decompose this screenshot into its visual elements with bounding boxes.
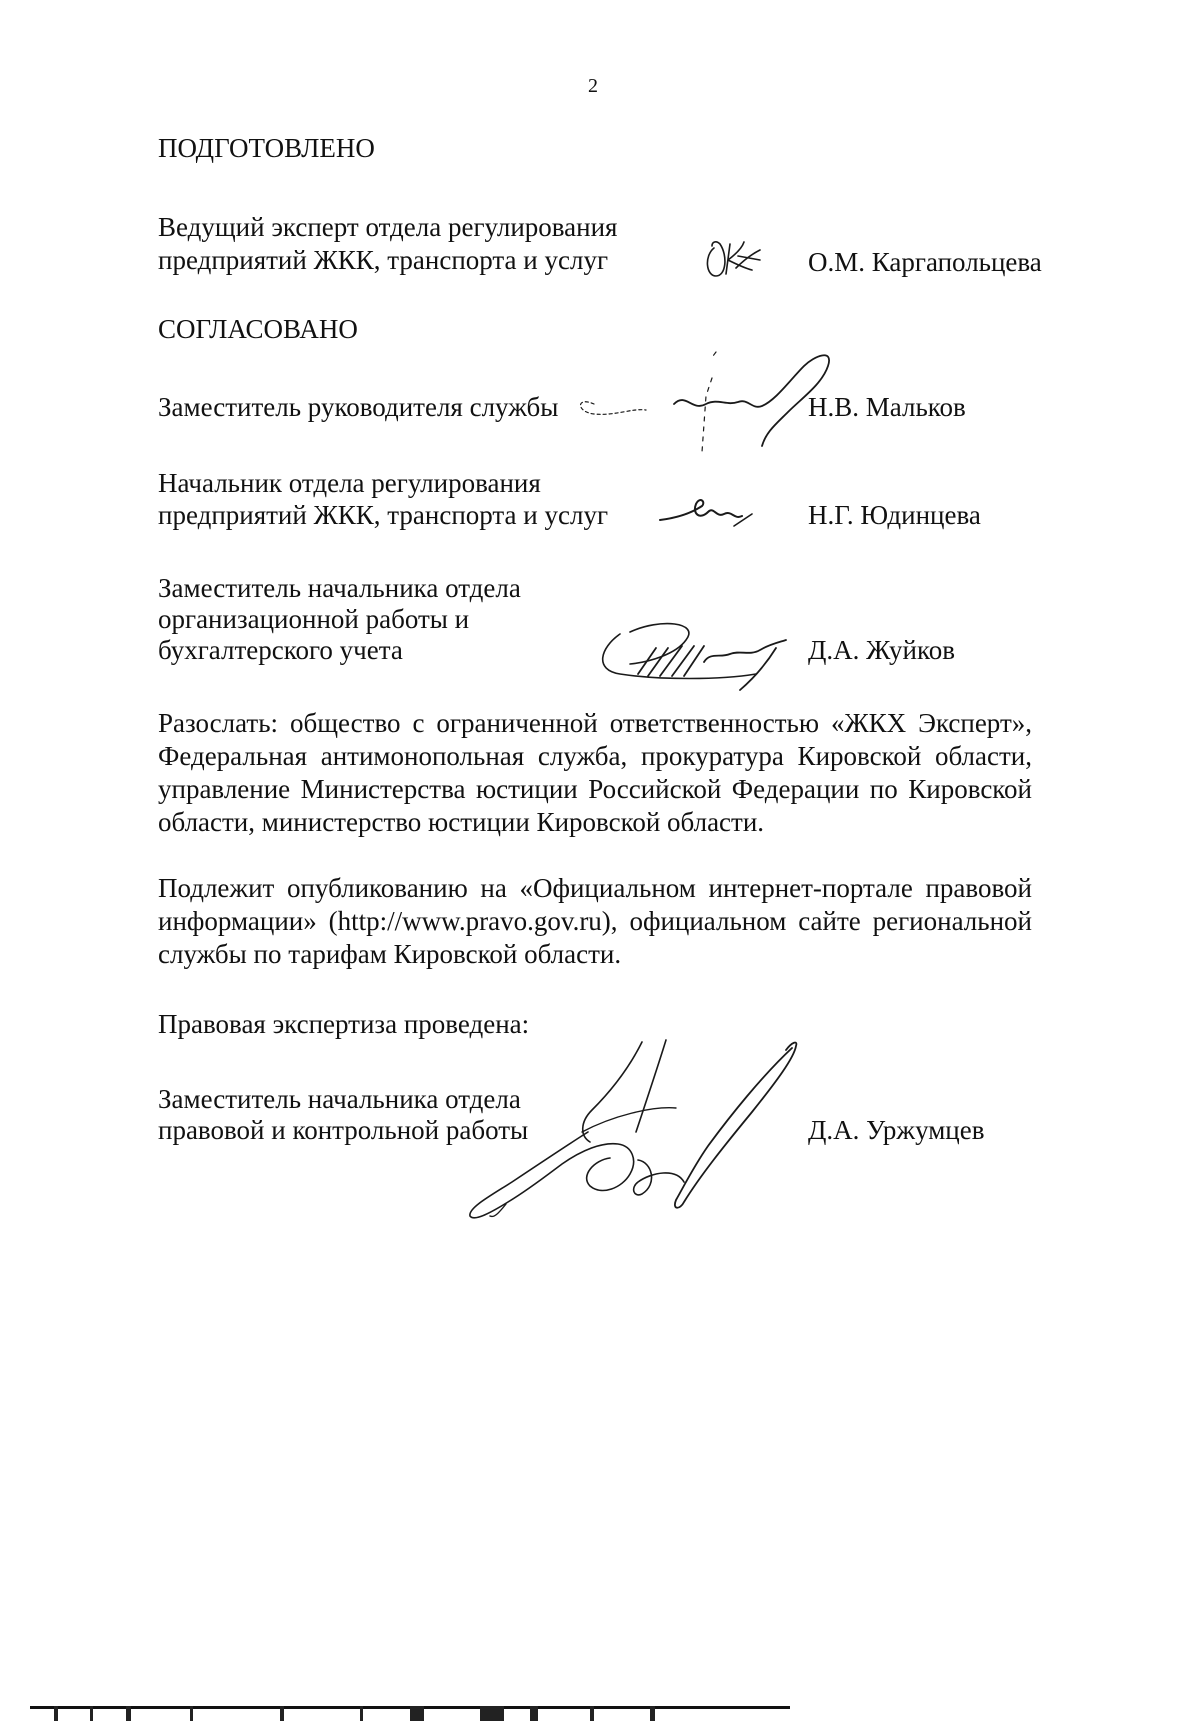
yudintseva-signature-icon — [656, 488, 766, 538]
prepared-position-line-1: Ведущий эксперт отдела регулирования — [158, 212, 618, 242]
legal-review-position-line-2: правовой и контрольной работы — [158, 1115, 529, 1145]
signer-1-position: Заместитель руководителя службы — [158, 392, 559, 422]
distribution-paragraph: Разослать: общество с ограниченной ответственностью «ЖКХ Эксперт», Федеральная антимонопольная служба, прокуратура Кировской области, управление Министерства юстиции Российской Федерации по Кировской области, министерство юстиции Кировской области. — [158, 708, 1032, 837]
malkov-signature-icon — [566, 340, 846, 470]
prepared-heading: ПОДГОТОВЛЕНО — [158, 133, 375, 163]
prepared-name: О.М. Каргапольцева — [808, 247, 1042, 277]
urzhumtsev-signature-icon — [462, 1036, 812, 1232]
signer-3-position-line-1: Заместитель начальника отдела — [158, 573, 521, 603]
signer-1-name: Н.В. Мальков — [808, 392, 966, 422]
page-number: 2 — [588, 75, 598, 97]
signer-3-position-line-2: организационной работы и — [158, 604, 470, 634]
publication-paragraph: Подлежит опубликованию на «Официальном интернет-портале правовой информации» (http://www.pravo.gov.ru), официальном сайте региональной службы по тарифам Кировской области. — [158, 873, 1032, 969]
legal-review-name: Д.А. Уржумцев — [808, 1115, 985, 1145]
signer-2-position-line-1: Начальник отдела регулирования — [158, 468, 541, 498]
footer-scan-marks — [30, 1700, 790, 1721]
zhuikov-signature-icon — [590, 604, 800, 694]
signer-2-position-line-2: предприятий ЖКК, транспорта и услуг — [158, 500, 609, 530]
legal-review-heading: Правовая экспертиза проведена: — [158, 1009, 530, 1039]
signer-3-position-line-3: бухгалтерского учета — [158, 635, 403, 665]
legal-review-position-line-1: Заместитель начальника отдела — [158, 1084, 521, 1114]
prepared-position-line-2: предприятий ЖКК, транспорта и услуг — [158, 245, 609, 275]
agreed-heading: СОГЛАСОВАНО — [158, 314, 358, 344]
initials-signature-icon — [700, 226, 770, 286]
signer-3-name: Д.А. Жуйков — [808, 635, 955, 665]
signer-2-name: Н.Г. Юдинцева — [808, 500, 981, 530]
